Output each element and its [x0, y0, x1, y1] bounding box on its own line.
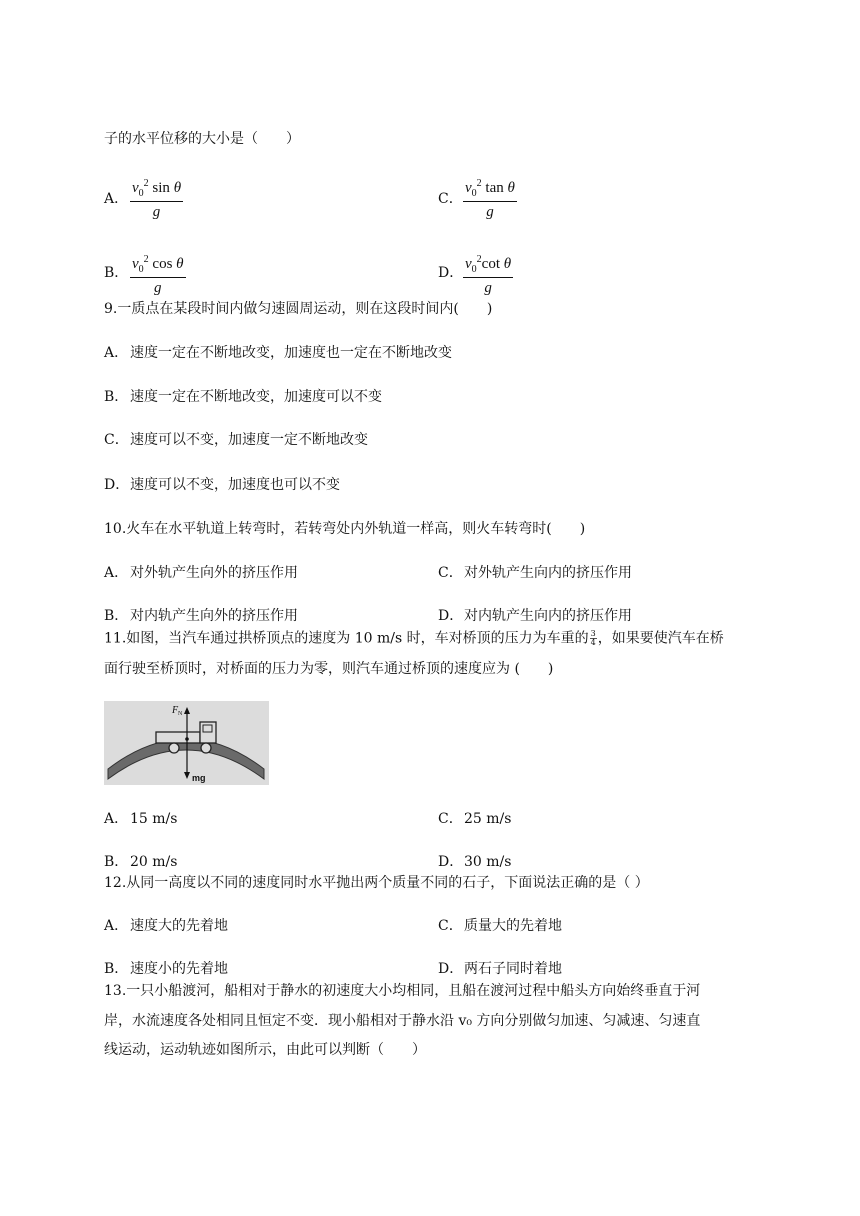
option-text: 速度大的先着地 [130, 918, 228, 934]
option-label: C． [104, 432, 129, 448]
q12-option-a[interactable] [104, 919, 228, 933]
q11-option-d[interactable] [438, 855, 511, 869]
q11-stem-line2: 面行驶至桥顶时，对桥面的压力为零，则汽车通过桥顶的速度应为 ( ) [104, 661, 554, 677]
q9-option-a[interactable] [104, 346, 452, 360]
option-label: C． [438, 565, 463, 581]
q11-option-a[interactable] [104, 812, 177, 826]
q13-line3: 线运动，运动轨迹如图所示，由此可以判断（ ） [104, 1042, 426, 1058]
q11-stem-line1: 11.如图，当汽车通过拱桥顶点的速度为 10 m/s 时，车对桥顶的压力为车重的 $\frac{3}{4}$ ，如果要使汽车在桥 [104, 629, 724, 647]
option-text: 对内轨产生向内的挤压作用 [464, 608, 632, 624]
gravity-label: mg [192, 773, 206, 783]
normal-force-label: F [172, 705, 179, 716]
option-label: A． [104, 345, 129, 361]
q8-option-d-label: D． [438, 265, 464, 281]
q9-option-c[interactable] [104, 433, 368, 447]
option-text: 15 m/s [130, 811, 178, 827]
q9-stem: 9.一质点在某段时间内做匀速圆周运动，则在这段时间内( ) [104, 301, 493, 317]
option-label: B． [104, 961, 129, 977]
q8-option-d-formula: $\frac{v_0^2\cot \theta}{g}$ [465, 254, 512, 296]
option-text: 30 m/s [464, 854, 512, 870]
option-text: 速度一定在不断地改变，加速度可以不变 [130, 389, 382, 405]
option-label: A． [104, 811, 129, 827]
option-label: D． [438, 608, 464, 624]
option-text: 对内轨产生向外的挤压作用 [130, 608, 298, 624]
option-label: D． [104, 477, 130, 493]
q13-line2: 岸，水流速度各处相同且恒定不变．现小船相对于静水沿 v₀ 方向分别做匀加速、匀减速、匀速直 [104, 1013, 701, 1029]
bridge-car-diagram [104, 701, 269, 785]
option-text: 25 m/s [464, 811, 512, 827]
q12-stem: 12.从同一高度以不同的速度同时水平抛出两个质量不同的石子，下面说法正确的是（ ） [104, 875, 649, 891]
option-text: 速度可以不变，加速度也可以不变 [130, 477, 340, 493]
q8-stem-tail: 子的水平位移的大小是（ ） [104, 131, 300, 147]
option-label: A． [104, 565, 129, 581]
q10-option-c[interactable] [438, 566, 632, 580]
q13-line1: 13.一只小船渡河，船相对于静水的初速度大小均相同，且船在渡河过程中船头方向始终垂直于河 [104, 983, 701, 999]
q10-option-d[interactable] [438, 609, 632, 623]
option-text: 速度可以不变，加速度一定不断地改变 [130, 432, 368, 448]
q10-option-b[interactable] [104, 609, 298, 623]
q8-option-c-formula: $\frac{v_0^2 \tan \theta}{g}$ [465, 178, 515, 220]
option-label: C． [438, 811, 463, 827]
q8-option-a-label: A． [104, 191, 129, 207]
option-text: 对外轨产生向外的挤压作用 [130, 565, 298, 581]
q8-option-a-formula: $\frac{v_0^2 \sin \theta}{g}$ [132, 178, 182, 220]
q10-option-a[interactable] [104, 566, 298, 580]
q8-option-b-formula: $\frac{v_0^2 \cos \theta}{g}$ [132, 254, 184, 296]
arch-bridge-figure [104, 701, 269, 785]
option-text: 速度一定在不断地改变，加速度也一定在不断地改变 [130, 345, 452, 361]
option-label: B． [104, 854, 129, 870]
option-label: C． [438, 918, 463, 934]
normal-force-subscript: N [178, 711, 183, 717]
fraction-three-quarters: $\frac{3}{4}$ [590, 629, 596, 647]
q12-option-b[interactable] [104, 962, 228, 976]
q11-option-b[interactable] [104, 855, 177, 869]
option-text: 质量大的先着地 [464, 918, 562, 934]
option-text: 对外轨产生向内的挤压作用 [464, 565, 632, 581]
q8-option-c-label: C． [438, 191, 463, 207]
q9-option-d[interactable] [104, 478, 340, 492]
q9-option-b[interactable] [104, 390, 382, 404]
q8-option-b-label: B． [104, 265, 129, 281]
option-text: 速度小的先着地 [130, 961, 228, 977]
q11-option-c[interactable] [438, 812, 511, 826]
option-label: B． [104, 389, 129, 405]
option-label: D． [438, 854, 464, 870]
option-label: B． [104, 608, 129, 624]
option-text: 两石子同时着地 [464, 961, 562, 977]
q10-stem: 10.火车在水平轨道上转弯时，若转弯处内外轨道一样高，则火车转弯时( ) [104, 521, 586, 537]
q12-option-d[interactable] [438, 962, 562, 976]
option-label: D． [438, 961, 464, 977]
q12-option-c[interactable] [438, 919, 562, 933]
option-text: 20 m/s [130, 854, 178, 870]
option-label: A． [104, 918, 129, 934]
